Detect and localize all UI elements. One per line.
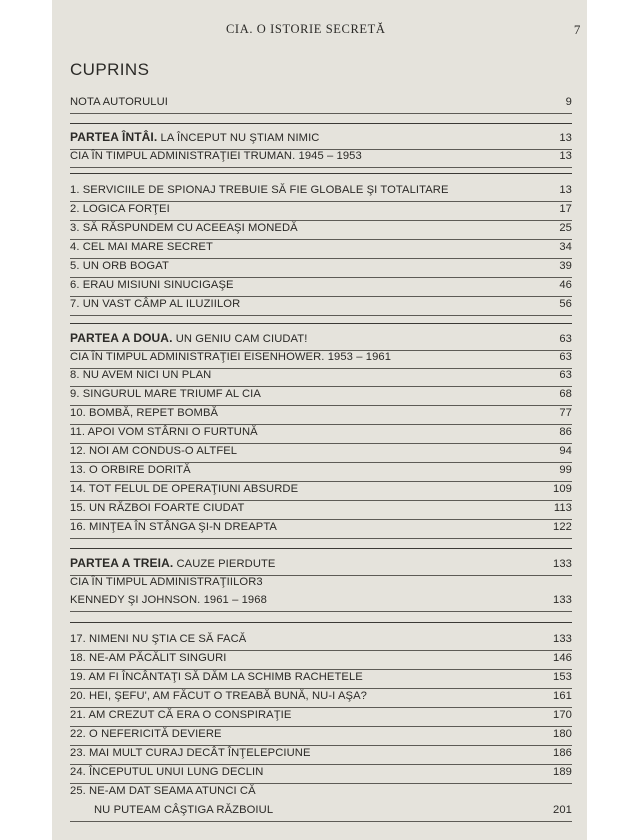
- toc-entry: [70, 220, 572, 240]
- entry-title: 19. AM FI ÎNCÂNTAŢI SĂ DĂM LA SCHIMB RACHETELE: [70, 671, 363, 683]
- toc-entry: [70, 239, 572, 259]
- part-label: PARTEA ÎNTÂI.: [70, 130, 158, 144]
- entry-title: CIA ÎN TIMPUL ADMINISTRAŢIEI TRUMAN. 1945 – 1953: [70, 150, 362, 162]
- toc-entry: [70, 367, 572, 387]
- entry-page: 189: [553, 766, 572, 778]
- section-divider: [70, 323, 572, 324]
- entry-title: 2. LOGICA FORŢEI: [70, 203, 170, 215]
- entry-title: 6. ERAU MISIUNI SINUCIGAŞE: [70, 279, 234, 291]
- entry-page: 109: [553, 483, 572, 495]
- entry-title: 21. AM CREZUT CĂ ERA O CONSPIRAŢIE: [70, 709, 292, 721]
- toc-entry: [70, 386, 572, 406]
- toc-entry: [70, 443, 572, 463]
- entry-title: CIA ÎN TIMPUL ADMINISTRAŢIILOR3: [70, 576, 263, 588]
- entry-page: 39: [559, 260, 572, 272]
- entry-page: 161: [553, 690, 572, 702]
- entry-title: 8. NU AVEM NICI UN PLAN: [70, 369, 212, 381]
- entry-title: 20. HEI, ŞEFU', AM FĂCUT O TREABĂ BUNĂ, NU-I AŞA?: [70, 690, 367, 702]
- entry-title: NOTA AUTORULUI: [70, 96, 168, 108]
- entry-title: 7. UN VAST CÂMP AL ILUZIILOR: [70, 298, 241, 310]
- part-heading: [70, 554, 276, 574]
- entry-title: 4. CEL MAI MARE SECRET: [70, 241, 213, 253]
- toc-entry: [70, 726, 572, 746]
- running-head: [52, 22, 587, 40]
- entry-page: 146: [553, 652, 572, 664]
- entry-title: 3. SĂ RĂSPUNDEM CU ACEEAŞI MONEDĂ: [70, 222, 298, 234]
- toc-entry-author-note: [70, 94, 572, 114]
- entry-page: 46: [559, 279, 572, 291]
- entry-title: 25. NE-AM DAT SEAMA ATUNCI CĂ: [70, 785, 256, 797]
- entry-page: 13: [559, 184, 572, 196]
- entry-page: 68: [559, 388, 572, 400]
- entry-page: 13: [559, 150, 572, 162]
- entry-title: 10. BOMBĂ, REPET BOMBĂ: [70, 407, 219, 419]
- entry-page: 17: [559, 203, 572, 215]
- toc-entry: [70, 481, 572, 501]
- toc-entry: [70, 519, 572, 539]
- part-label: PARTEA A TREIA.: [70, 556, 174, 570]
- part-heading: [70, 128, 319, 148]
- part-label: PARTEA A DOUA.: [70, 331, 173, 345]
- entry-page: 99: [559, 464, 572, 476]
- toc-entry: [70, 424, 572, 444]
- entry-page: 63: [559, 333, 572, 345]
- entry-page: 94: [559, 445, 572, 457]
- book-title: CIA. O ISTORIE SECRETĂ: [226, 22, 386, 36]
- entry-page: 180: [553, 728, 572, 740]
- entry-page: 25: [559, 222, 572, 234]
- part-title: CAUZE PIERDUTE: [176, 558, 276, 570]
- entry-title: 22. O NEFERICITĂ DEVIERE: [70, 728, 222, 740]
- toc-entry: [70, 764, 572, 784]
- entry-page: 186: [553, 747, 572, 759]
- entry-title: 17. NIMENI NU ŞTIA CE SĂ FACĂ: [70, 633, 247, 645]
- entry-page: 133: [553, 558, 572, 570]
- entry-title: 13. O ORBIRE DORITĂ: [70, 464, 191, 476]
- entry-title: 15. UN RĂZBOI FOARTE CIUDAT: [70, 502, 245, 514]
- page-number: 7: [573, 22, 581, 37]
- entry-page: 153: [553, 671, 572, 683]
- entry-page: 34: [559, 241, 572, 253]
- section-divider: [70, 123, 572, 124]
- toc-heading: CUPRINS: [70, 60, 150, 79]
- toc-entry-line1: [70, 783, 572, 802]
- entry-title: 1. SERVICIILE DE SPIONAJ TREBUIE SĂ FIE GLOBALE ŞI TOTALITARE: [70, 184, 449, 196]
- part-heading: [70, 329, 307, 349]
- entry-title: CIA ÎN TIMPUL ADMINISTRAŢIEI EISENHOWER. 1953 – 1961: [70, 351, 392, 363]
- toc-entry: [70, 405, 572, 425]
- toc-entry: [70, 650, 572, 670]
- entry-title: KENNEDY ŞI JOHNSON. 1961 – 1968: [70, 594, 267, 606]
- toc-entry: [70, 182, 572, 202]
- entry-page: 133: [553, 594, 572, 606]
- toc-entry: [70, 277, 572, 297]
- toc-entry: [70, 500, 572, 520]
- toc-part-3-subtitle-line2: [70, 592, 572, 612]
- part-title: UN GENIU CAM CIUDAT!: [175, 333, 308, 345]
- entry-title: 5. UN ORB BOGAT: [70, 260, 169, 272]
- entry-page: 86: [559, 426, 572, 438]
- entry-title: 24. ÎNCEPUTUL UNUI LUNG DECLIN: [70, 766, 264, 778]
- toc-entry: [70, 631, 572, 651]
- toc-entry: [70, 745, 572, 765]
- entry-page: 122: [553, 521, 572, 533]
- entry-title: 14. TOT FELUL DE OPERAŢIUNI ABSURDE: [70, 483, 299, 495]
- section-divider: [70, 622, 572, 623]
- toc-part-1-subtitle: [70, 148, 572, 168]
- entry-page: 9: [565, 96, 572, 108]
- book-page: [52, 0, 587, 840]
- entry-page: 201: [553, 804, 572, 816]
- entry-title: 23. MAI MULT CURAJ DECÂT ÎNŢELEPCIUNE: [70, 747, 311, 759]
- part-title: LA ÎNCEPUT NU ŞTIAM NIMIC: [160, 132, 320, 144]
- toc-entry: [70, 707, 572, 727]
- entry-title: 12. NOI AM CONDUS-O ALTFEL: [70, 445, 238, 457]
- entry-page: 63: [559, 351, 572, 363]
- section-divider: [70, 548, 572, 549]
- entry-title: 9. SINGURUL MARE TRIUMF AL CIA: [70, 388, 261, 400]
- entry-title: NU PUTEAM CÂŞTIGA RĂZBOIUL: [94, 804, 274, 816]
- entry-page: 63: [559, 369, 572, 381]
- entry-page: 113: [553, 502, 572, 514]
- toc-entry: [70, 669, 572, 689]
- entry-title: 11. APOI VOM STÂRNI O FURTUNĂ: [70, 426, 258, 438]
- entry-page: 13: [559, 132, 572, 144]
- toc-entry: [70, 462, 572, 482]
- toc-entry: [70, 296, 572, 316]
- entry-title: 16. MINŢEA ÎN STÂNGA ŞI-N DREAPTA: [70, 521, 277, 533]
- toc-entry: [70, 688, 572, 708]
- toc-entry: [70, 201, 572, 221]
- entry-title: 18. NE-AM PĂCĂLIT SINGURI: [70, 652, 227, 664]
- entry-page: 170: [553, 709, 572, 721]
- toc-entry-line2: [70, 802, 572, 822]
- entry-page: 133: [553, 633, 572, 645]
- section-divider: [70, 173, 572, 174]
- toc-entry: [70, 258, 572, 278]
- entry-page: 56: [559, 298, 572, 310]
- entry-page: 77: [559, 407, 572, 419]
